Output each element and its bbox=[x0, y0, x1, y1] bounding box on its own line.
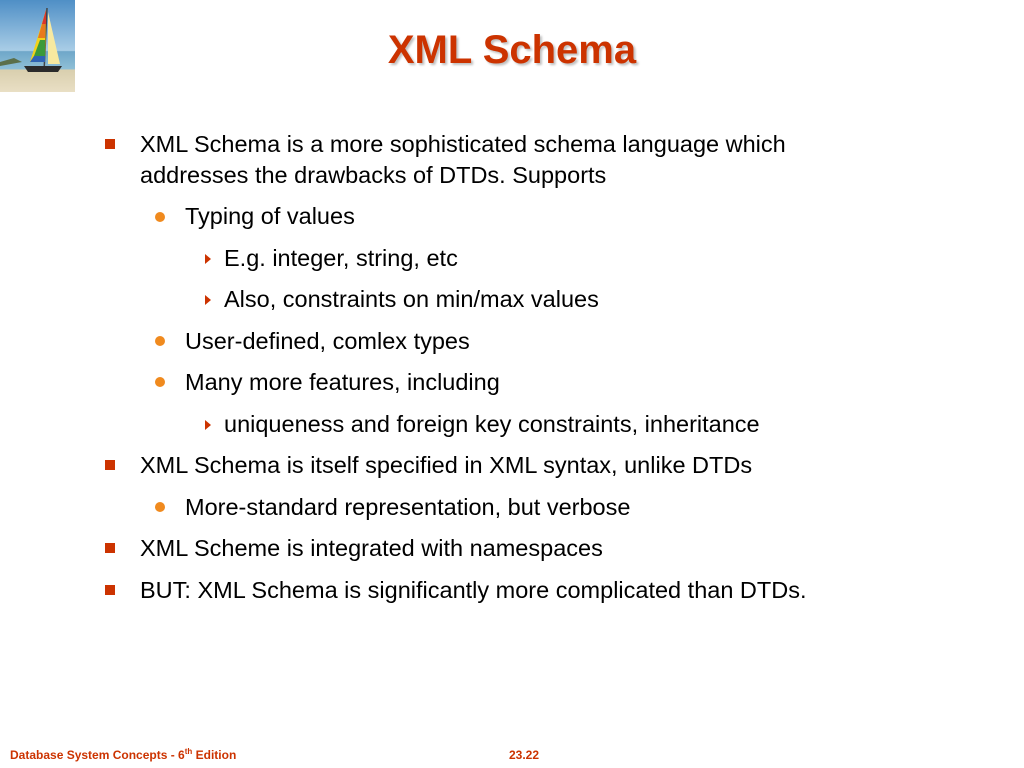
arrow-bullet-icon bbox=[205, 254, 211, 264]
square-bullet-icon bbox=[105, 585, 115, 595]
dot-bullet-icon bbox=[155, 502, 165, 512]
arrow-bullet-icon bbox=[205, 295, 211, 305]
bullet-1-1-1: E.g. integer, string, etc bbox=[224, 245, 458, 271]
bullet-3: XML Scheme is integrated with namespaces bbox=[140, 535, 603, 561]
footer-book-prefix: Database System Concepts - 6 bbox=[10, 748, 185, 762]
bullet-1-line-2: addresses the drawbacks of DTDs. Supports bbox=[140, 162, 607, 188]
bullet-1-line-1: XML Schema is a more sophisticated schema language which bbox=[140, 131, 786, 157]
dot-bullet-icon bbox=[155, 377, 165, 387]
arrow-bullet-icon bbox=[205, 420, 211, 430]
footer-page-number: 23.22 bbox=[509, 748, 540, 762]
bullet-1-3: Many more features, including bbox=[185, 369, 500, 395]
bullet-1-2: User-defined, comlex types bbox=[185, 328, 470, 354]
footer-book-suffix: Edition bbox=[192, 748, 237, 762]
dot-bullet-icon bbox=[155, 336, 165, 346]
bullet-2-1: More-standard representation, but verbose bbox=[185, 494, 631, 520]
dot-bullet-icon bbox=[155, 212, 165, 222]
footer-book-title bbox=[10, 747, 236, 762]
slide-title: XML Schema bbox=[387, 28, 637, 72]
bullet-1-3-1: uniqueness and foreign key constraints, inheritance bbox=[224, 411, 760, 437]
footer-book-sup: th bbox=[184, 747, 193, 756]
bullet-1-1-2: Also, constraints on min/max values bbox=[224, 286, 599, 312]
square-bullet-icon bbox=[105, 460, 115, 470]
bullet-2: XML Schema is itself specified in XML syntax, unlike DTDs bbox=[140, 452, 753, 478]
bullet-1-1: Typing of values bbox=[185, 203, 355, 229]
square-bullet-icon bbox=[105, 543, 115, 553]
square-bullet-icon bbox=[105, 139, 115, 149]
bullet-4: BUT: XML Schema is significantly more complicated than DTDs. bbox=[140, 577, 807, 603]
